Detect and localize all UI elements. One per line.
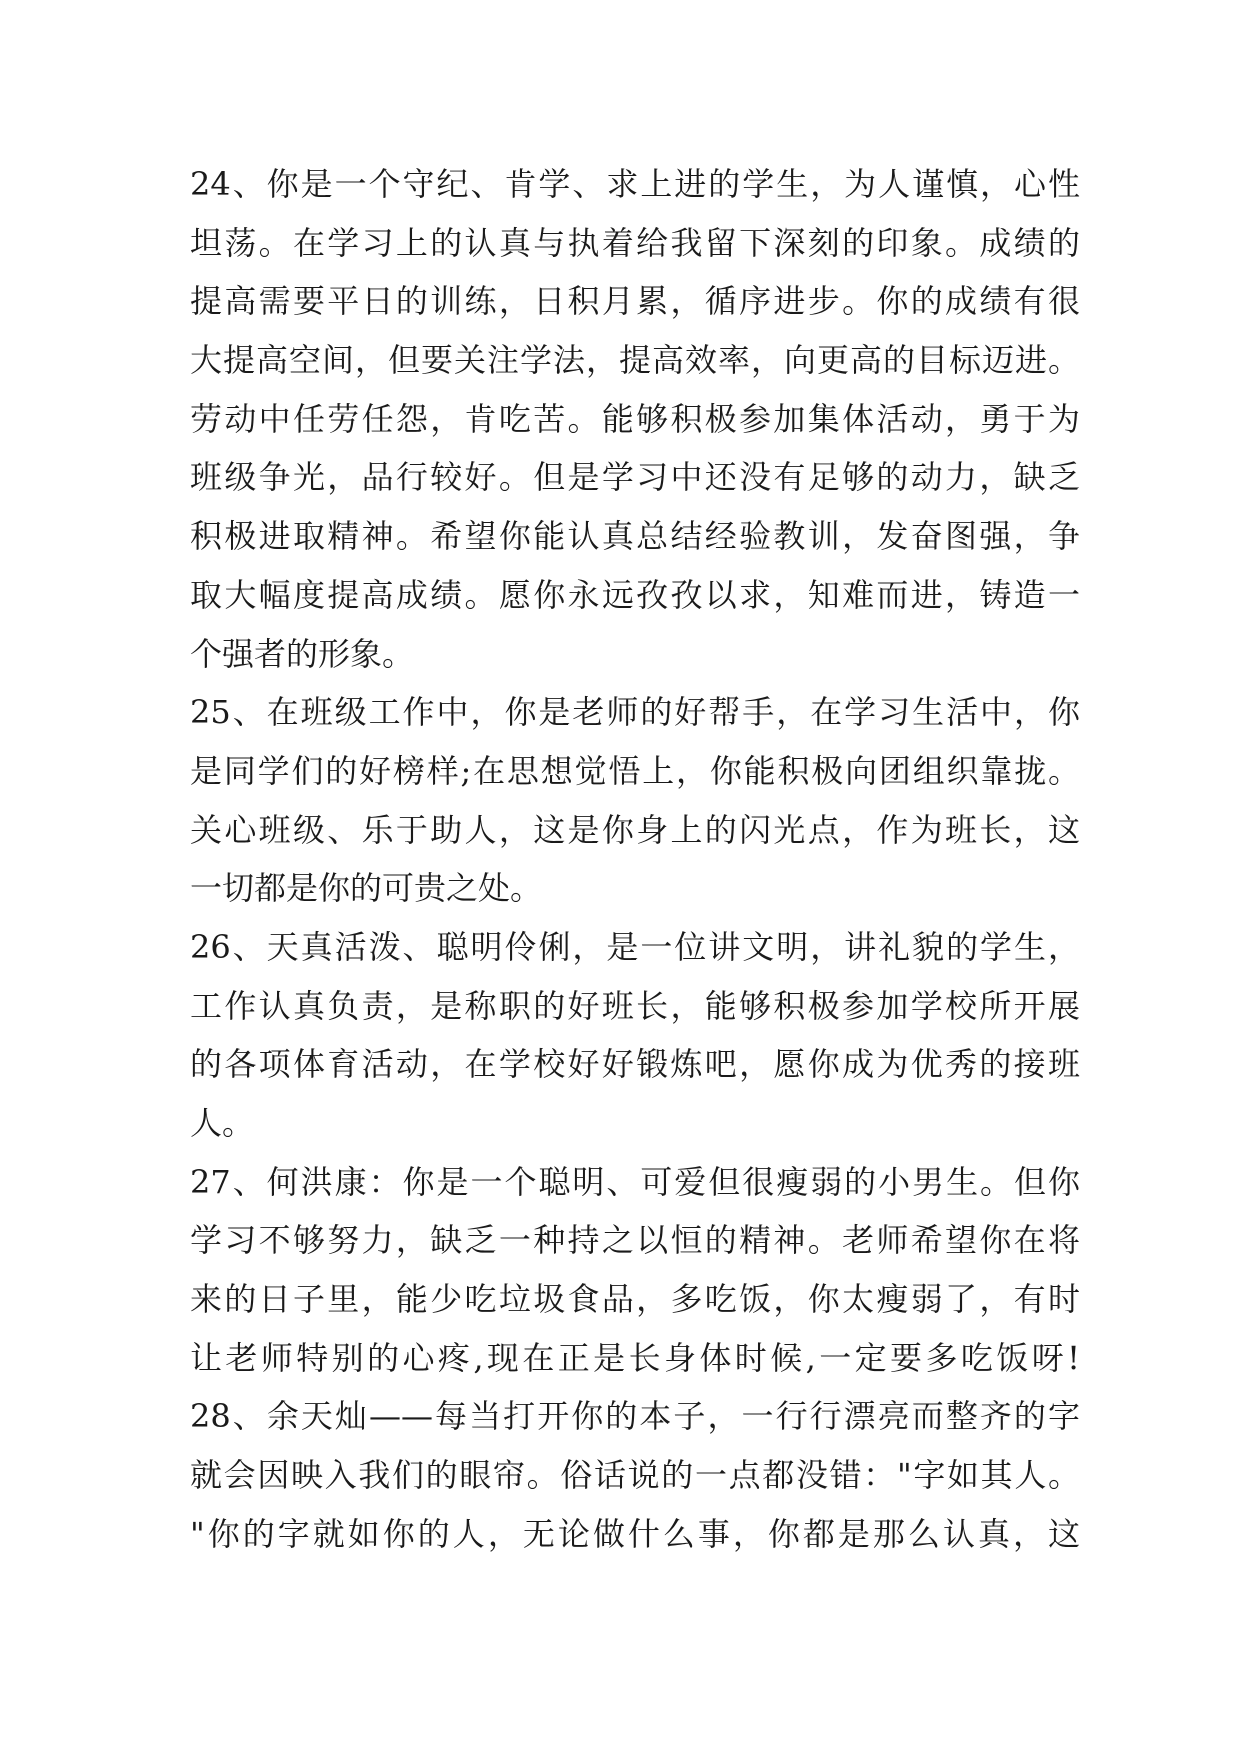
text-line: 25、在班级工作中，你是老师的好帮手，在学习生活中，你 — [190, 693, 1080, 732]
text-line: 取大幅度提高成绩。愿你永远孜孜以求，知难而进，铸造一 — [190, 575, 1080, 614]
text-line: 28、余天灿——每当打开你的本子，一行行漂亮而整齐的字 — [190, 1397, 1080, 1436]
text-line: 是同学们的好榜样;在思想觉悟上，你能积极向团组织靠拢。 — [190, 751, 1080, 790]
text-line: 学习不够努力，缺乏一种持之以恒的精神。老师希望你在将 — [190, 1221, 1080, 1260]
text-line: 劳动中任劳任怨，肯吃苦。能够积极参加集体活动，勇于为 — [190, 399, 1080, 438]
text-line: 个强者的形象。 — [190, 634, 415, 673]
text-line: 大提高空间，但要关注学法，提高效率，向更高的目标迈进。 — [190, 341, 1080, 380]
text-line: 坦荡。在学习上的认真与执着给我留下深刻的印象。成绩的 — [190, 223, 1080, 262]
text-line: 24、你是一个守纪、肯学、求上进的学生，为人谨慎，心性 — [190, 165, 1080, 203]
text-line: "你的字就如你的人，无论做什么事，你都是那么认真，这 — [190, 1514, 1080, 1553]
text-line: 积极进取精神。希望你能认真总结经验教训，发奋图强，争 — [190, 517, 1080, 556]
text-line: 班级争光，品行较好。但是学习中还没有足够的动力，缺乏 — [190, 458, 1080, 497]
text-line: 的各项体育活动，在学校好好锻炼吧，愿你成为优秀的接班 — [190, 1045, 1080, 1084]
document-body — [190, 155, 1080, 1564]
text-line: 来的日子里，能少吃垃圾食品，多吃饭，你太瘦弱了，有时 — [190, 1280, 1080, 1319]
text-line: 26、天真活泼、聪明伶俐，是一位讲文明，讲礼貌的学生， — [190, 927, 1080, 966]
text-line: 就会因映入我们的眼帘。俗话说的一点都没错："字如其人。 — [190, 1456, 1080, 1495]
text-line: 人。 — [190, 1104, 255, 1142]
text-line: 工作认真负责，是称职的好班长，能够积极参加学校所开展 — [190, 986, 1080, 1025]
text-line: 关心班级、乐于助人，这是你身上的闪光点，作为班长，这 — [190, 810, 1080, 849]
text-line: 27、何洪康：你是一个聪明、可爱但很瘦弱的小男生。但你 — [190, 1162, 1080, 1201]
text-line: 一切都是你的可贵之处。 — [190, 869, 543, 908]
text-line: 提高需要平日的训练，日积月累，循序进步。你的成绩有很 — [190, 282, 1080, 321]
text-line: 让老师特别的心疼,现在正是长身体时候,一定要多吃饭呀! — [190, 1338, 1080, 1377]
